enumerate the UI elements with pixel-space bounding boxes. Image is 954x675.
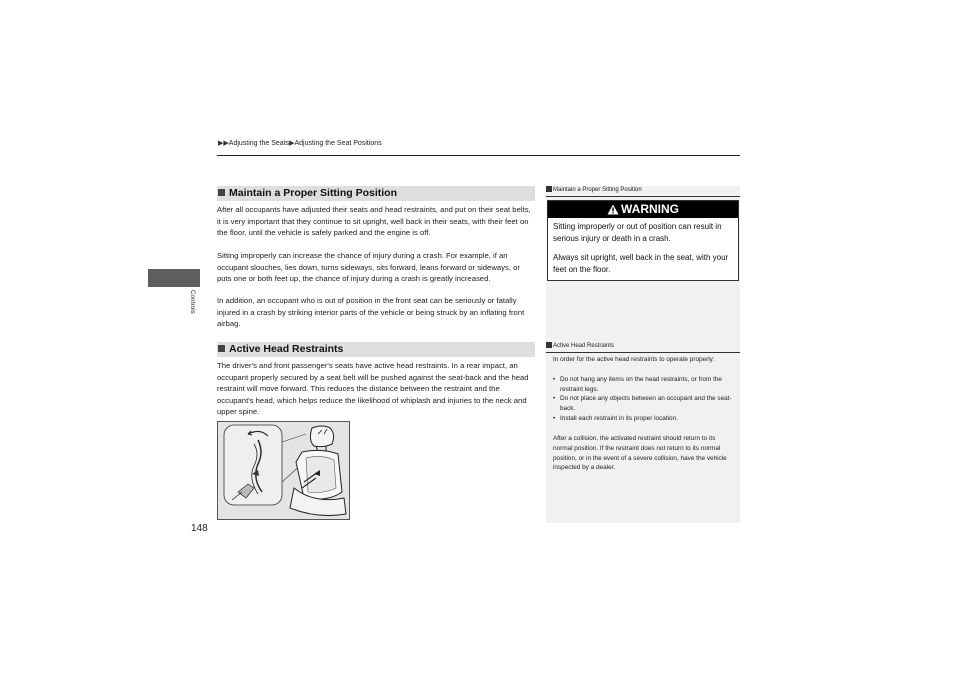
section-square-icon [218,345,225,352]
reference-marker-icon [546,186,552,192]
head-restraint-illustration [217,421,350,520]
warning-text: Sitting improperly or out of position can result in serious injury or death in a crash. [553,222,722,243]
reference-marker-icon [546,342,552,348]
section-square-icon [218,189,225,196]
sidebar-reference-restraints [546,342,740,349]
paragraph: In addition, an occupant who is out of position in the front seat can be seriously or fatally injured in a crash by striking interior parts of the vehicle or being struck by an inflating front airbag. [217,296,525,328]
warning-text: Always sit upright, well back in the seat, with your feet on the floor. [553,253,729,274]
sidebar-intro: In order for the active head restraints to operate properly: [553,356,715,363]
section-heading-head-restraints [217,342,535,357]
paragraph: Sitting improperly can increase the chance of injury during a crash. For example, if an occupant slouches, lies down, turns sideways, sits forward, leans forward or sideways, or puts one or both feet up, the chance of injury during a crash is greatly increased. [217,251,520,283]
sidebar-reference-sitting [546,186,740,193]
sidebar-rule [546,196,740,197]
section-title: Maintain a Proper Sitting Position [229,187,398,199]
sidebar-reference-title: Active Head Restraints [553,343,615,349]
page-number: 148 [191,523,208,534]
sidebar-rule [546,352,740,353]
paragraph: After all occupants have adjusted their seats and head restraints, and put on their seat belts, it is very important that they continue to sit upright, well back in their seats, with their feet on the floor, until the vehicle is safely parked and the engine is off. [217,205,531,237]
breadcrumb [218,139,382,147]
list-item: • Do not place any objects between an occupant and the seat-back. [553,394,735,414]
breadcrumb-current: Adjusting the Seat Positions [294,140,382,147]
sidebar-paragraph: After a collision, the activated restraint should return to its normal position. If the restraint does not return to its normal position, or in the event of a severe collision, have the vehicle inspected by a dealer. [553,435,727,472]
list-item: • Do not hang any items on the head restraints, or from the restraint legs. [553,375,735,395]
breadcrumb-arrows-icon: ▶▶ [218,140,229,147]
list-item: • Install each restraint in its proper location. [553,414,735,424]
warning-label: WARNING [621,202,679,216]
seat-illustration-icon [218,422,349,519]
header-rule [217,155,740,156]
sidebar-reference-title: Maintain a Proper Sitting Position [553,187,642,193]
breadcrumb-separator-icon: ▶ [289,140,295,147]
warning-header [548,201,738,218]
section-heading-sitting [217,186,535,201]
warning-triangle-icon [607,204,619,215]
section-title: Active Head Restraints [229,343,344,355]
paragraph: The driver's and front passenger's seats have active head restraints. In a rear impact, an occupant properly secured by a seat belt will be pushed against the seat-back and the head restraint will move forward. This reduces the distance between the restraint and the occupant's head, which helps reduce the likelihood of whiplash and injuries to the neck and upper spine. [217,361,529,416]
breadcrumb-link-adjusting-seats[interactable]: Adjusting the Seats [228,140,290,147]
chapter-label: Controls [189,290,195,314]
chapter-tab[interactable] [148,269,200,287]
